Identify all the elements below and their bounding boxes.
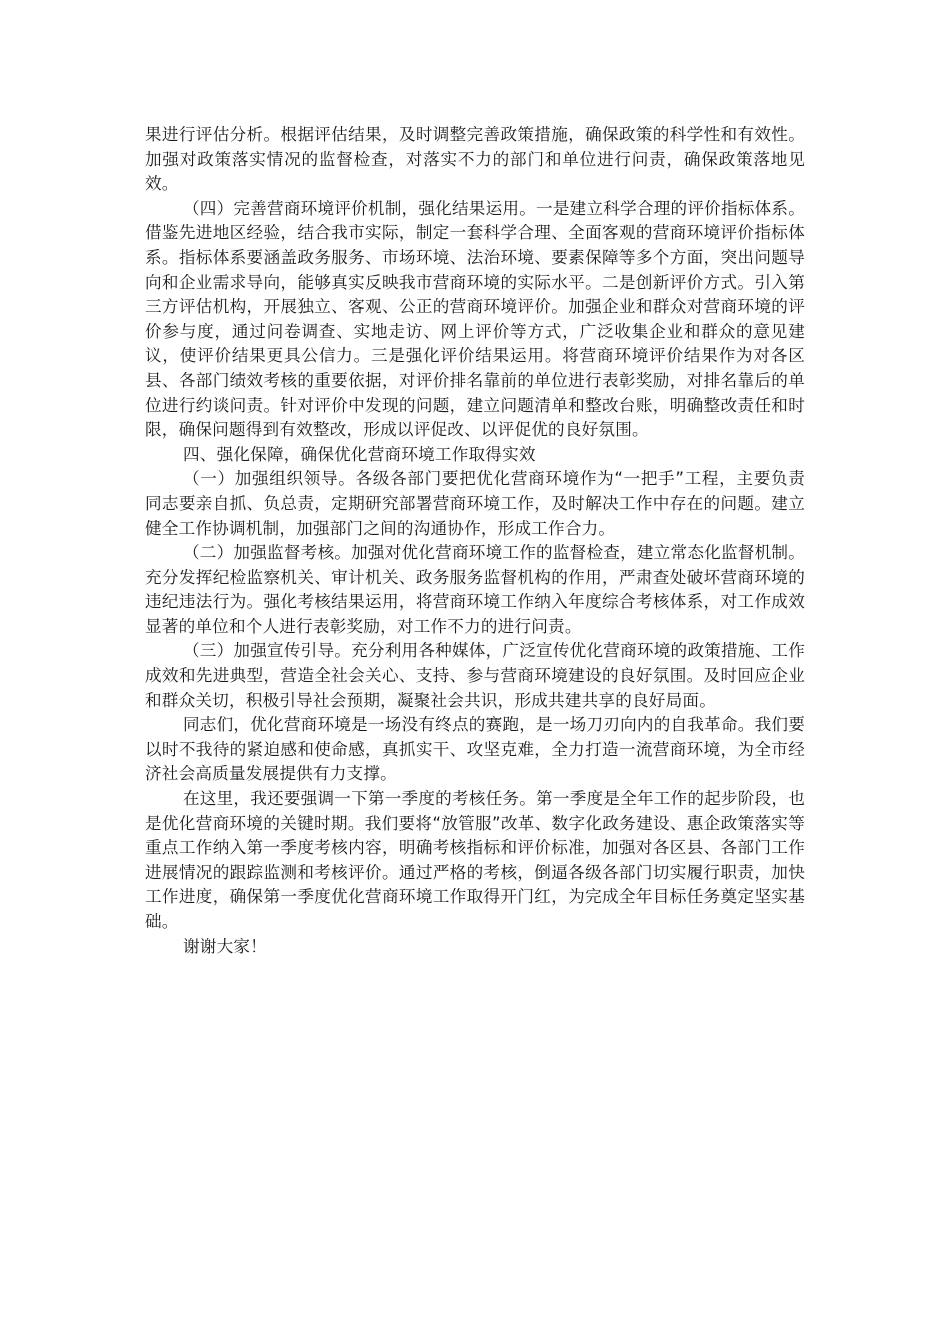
paragraph-organization-leadership: （一）加强组织领导。各级各部门要把优化营商环境作为“一把手”工程，主要负责同志要亲自抓、负总责，定期研究部署营商环境工作，及时解决工作中存在的问题。建立健全工作协调机制，加强部门之间的沟通协作，形成工作合力。 — [145, 469, 805, 538]
paragraph-closing-remarks: 同志们，优化营商环境是一场没有终点的赛跑，是一场刀刃向内的自我革命。我们要以时不我待的紧迫感和使命感，真抓实干、攻坚克难，全力打造一流营商环境，为全市经济社会高质量发展提供有力支撑。 — [145, 715, 805, 784]
paragraph-thanks: 谢谢大家！ — [183, 936, 267, 956]
paragraph-publicity-guidance: （三）加强宣传引导。充分利用各种媒体，广泛宣传优化营商环境的政策措施、工作成效和先进典型，营造全社会关心、支持、参与营商环境建设的良好氛围。及时回应企业和群众关切，积极引导社会预期，凝聚社会共识，形成共建共享的良好局面。 — [145, 641, 805, 710]
document-body — [145, 123, 805, 959]
paragraph-continuation: 果进行评估分析。根据评估结果，及时调整完善政策措施，确保政策的科学性和有效性。加强对政策落实情况的监督检查，对落实不力的部门和单位进行问责，确保政策落地见效。 — [145, 125, 805, 194]
paragraph-evaluation-mechanism: （四）完善营商环境评价机制，强化结果运用。一是建立科学合理的评价指标体系。借鉴先进地区经验，结合我市实际，制定一套科学合理、全面客观的营商环境评价指标体系。指标体系要涵盖政务服务、市场环境、法治环境、要素保障等多个方面，突出问题导向和企业需求导向，能够真实反映我市营商环境的实际水平。二是创新评价方式。引入第三方评估机构，开展独立、客观、公正的营商环境评价。加强企业和群众对营商环境的评价参与度，通过问卷调查、实地走访、网上评价等方式，广泛收集企业和群众的意见建议，使评价结果更具公信力。三是强化评价结果运用。将营商环境评价结果作为对各区县、各部门绩效考核的重要依据，对评价排名靠前的单位进行表彰奖励，对排名靠后的单位进行约谈问责。针对评价中发现的问题，建立问题清单和整改台账，明确整改责任和时限，确保问题得到有效整改，形成以评促改、以评促优的良好氛围。 — [145, 198, 805, 440]
paragraph-first-quarter-tasks: 在这里，我还要强调一下第一季度的考核任务。第一季度是全年工作的起步阶段，也是优化营商环境的关键时期。我们要将“放管服”改革、数字化政务建设、惠企政策落实等重点工作纳入第一季度考核内容，明确考核指标和评价标准，加强对各区县、各部门工作进展情况的跟踪监测和考核评价。通过严格的考核，倒逼各级各部门切实履行职责，加快工作进度，确保第一季度优化营商环境工作取得开门红，为完成全年目标任务奠定坚实基础。 — [145, 789, 805, 931]
section-heading-safeguards: 四、强化保障，确保优化营商环境工作取得实效 — [183, 444, 536, 464]
paragraph-supervision-assessment: （二）加强监督考核。加强对优化营商环境工作的监督检查，建立常态化监督机制。充分发挥纪检监察机关、审计机关、政务服务监督机构的作用，严肃查处破坏营商环境的违纪违法行为。强化考核结果运用，将营商环境工作纳入年度综合考核体系，对工作成效显著的单位和个人进行表彰奖励，对工作不力的进行问责。 — [145, 543, 805, 636]
